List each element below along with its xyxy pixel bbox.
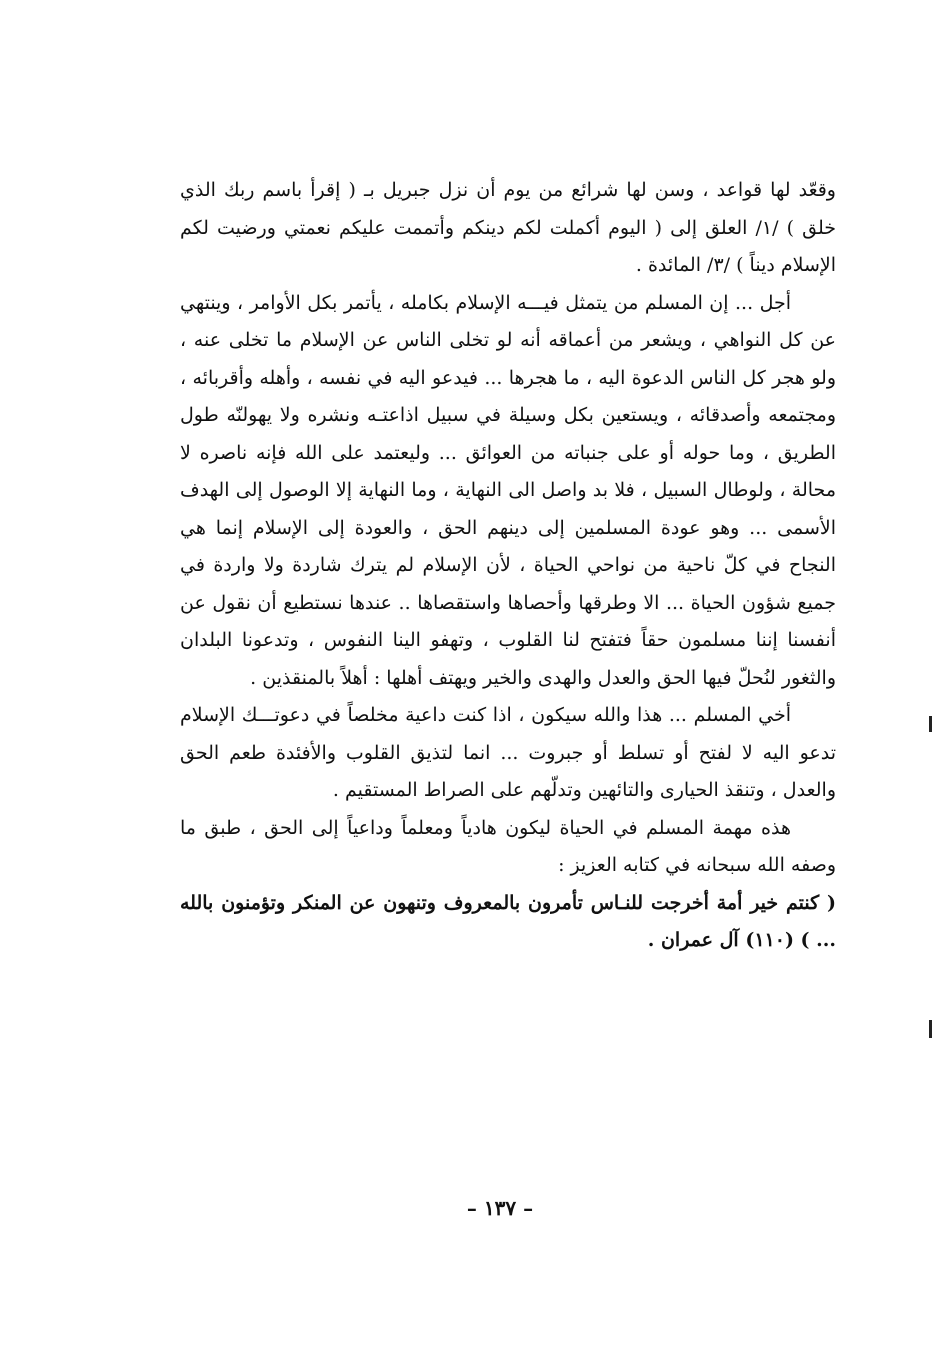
paragraph: وقعّد لها قواعد ، وسن لها شرائع من يوم أن نزل جبريل بـ ( إقرأ باسم ربك الذي خلق ) /١/ العلق إلى ( اليوم أكملت لكم دينكم وأتممت عليكم نعمتي ورضيت لكم الإسلام ديناً ) /٣/ المائدة . bbox=[180, 179, 836, 276]
paragraph: أخي المسلم ... هذا والله سيكون ، اذا كنت داعية مخلصاً في دعوتـــك الإسلام تدعو اليه لا لفتح أو تسلط أو جبروت ... انما لتذيق القلوب والأفئدة طعم الحق والعدل ، وتنقذ الحيارى والتائهين وتدلّهم على الصراط المستقيم . bbox=[180, 704, 836, 801]
page-number: – ١٣٧ – bbox=[466, 1196, 534, 1220]
body-text bbox=[180, 172, 836, 960]
scan-mark bbox=[929, 1020, 932, 1038]
paragraph: هذه مهمة المسلم في الحياة ليكون هادياً ومعلماً وداعياً إلى الحق ، طبق ما وصفه الله سبحانه في كتابه العزيز : bbox=[180, 816, 836, 876]
quranic-verse: ( كنتم خير أمة أخرجت للنـاس تأمرون بالمعروف وتنهون عن المنكر وتؤمنون بالله ... ) (١١٠) آل عمران . bbox=[180, 891, 836, 951]
scan-mark bbox=[929, 716, 932, 732]
paragraph: أجل ... إن المسلم من يتمثل فيـــه الإسلام بكامله ، يأتمر بكل الأوامر ، وينتهي عن كل النواهي ، ويشعر من أعماقه أنه لو تخلى الناس عن الإسلام ما تخلى عنه ، ولو هجر كل الناس الدعوة اليه ، ما هجرها ... فيدعو اليه في نفسه ، وأهله وأقربائه ، ومجتمعه وأصدقائه ، ويستعين بكل وسيلة في سبيل اذاعتـه ونشره ولا يهولنّه طول الطريق ، وما حوله أو على جنباته من العوائق ... وليعتمد على الله فإنه ناصره لا محالة ، ولوطال السبيل ، فلا بد واصل الى النهاية ، وما النهاية إلا الوصول إلى الهدف الأسمى ... وهو عودة المسلمين إلى دينهم الحق ، والعودة إلى الإسلام إنما هي النجاح في كلّ ناحية من نواحي الحياة ، لأن الإسلام لم يترك شاردة ولا واردة في جميع شؤون الحياة ... الا وطرقها وأحصاها واستقصاها .. عندها نستطيع أن نقول عن أنفسنا إننا مسلمون حقاً فتفتح لنا القلوب ، وتهفو الينا النفوس ، وتدعونا البلدان والثغور لنُحلّ فيها الحق والعدل والهدى والخير ويهتف أهلها : أهلاً بالمنقذين . bbox=[180, 291, 836, 689]
